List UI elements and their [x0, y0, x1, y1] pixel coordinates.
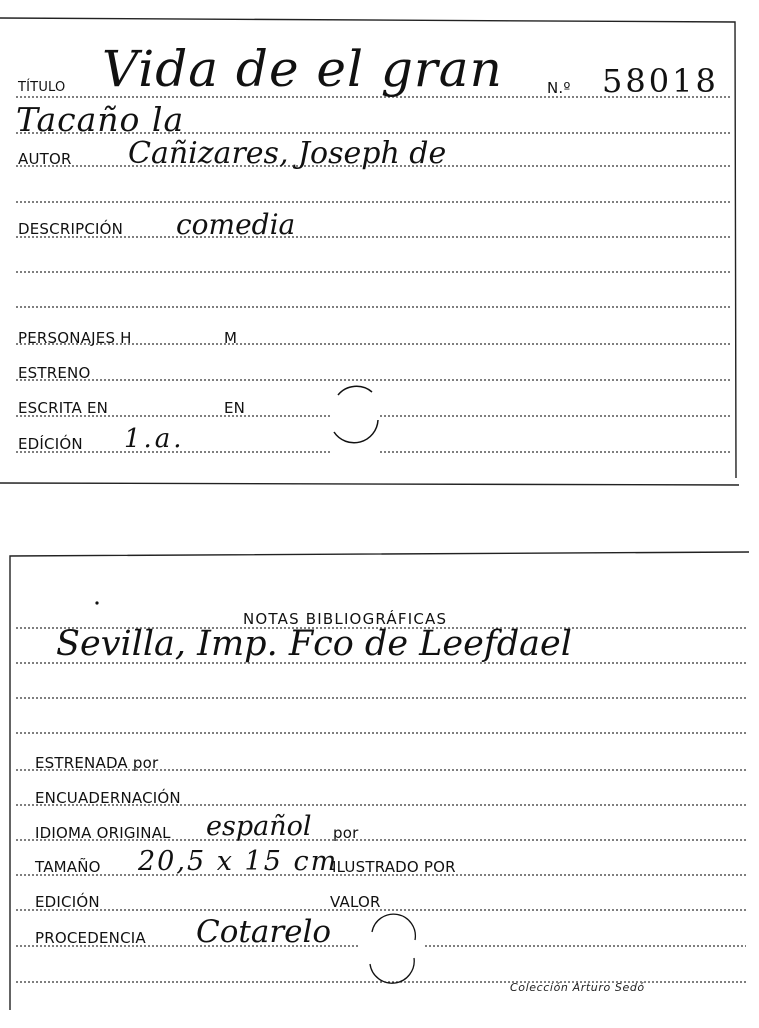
- titulo-value: Vida de el gran: [102, 40, 503, 98]
- valor-label: VALOR: [330, 893, 381, 911]
- idioma-por-label: por: [333, 824, 359, 842]
- autor-label: AUTOR: [18, 150, 72, 168]
- card-1-punch-hole: [334, 386, 378, 442]
- collection-label: Colección Arturo Sedó: [510, 981, 645, 994]
- tamano-label: TAMAÑO: [35, 858, 101, 876]
- descripcion-value: comedia: [176, 208, 296, 241]
- escrita-label: ESCRITA EN: [18, 399, 109, 417]
- edicion-label: EDÍCIÓN: [18, 435, 83, 453]
- speck-1: [95, 601, 98, 604]
- numero-label: N.º: [547, 79, 571, 97]
- tamano-value: 20,5 x 15 cm: [138, 846, 339, 877]
- personajes-m-label: M: [224, 329, 238, 347]
- card-2-punch-hole: [370, 914, 415, 983]
- encuadernacion-label: ENCUADERNACIÓN: [35, 789, 181, 807]
- autor-value: Cañizares, Joseph de: [128, 136, 447, 171]
- estrenada-label: ESTRENADA por: [35, 754, 159, 772]
- ilustrado-label: ILUSTRADO POR: [332, 858, 456, 876]
- idioma-value: español: [206, 811, 312, 842]
- personajes-label: PERSONAJES H: [18, 329, 132, 347]
- notas-heading: NOTAS BIBLIOGRÁFICAS: [243, 610, 448, 628]
- procedencia-label: PROCEDENCIA: [35, 929, 146, 947]
- titulo-label: TÍTULO: [18, 80, 66, 95]
- descripcion-label: DESCRIPCIÓN: [18, 220, 124, 238]
- procedencia-value: Cotarelo: [196, 914, 332, 950]
- estreno-label: ESTRENO: [18, 364, 91, 382]
- escrita-en-label: EN: [224, 399, 246, 417]
- edicion-2-label: EDICIÓN: [35, 893, 100, 911]
- card-1-bottom-edge: [0, 483, 739, 485]
- notas-value: Sevilla, Imp. Fco de Leefdael: [56, 624, 572, 664]
- edicion-value: 1.a.: [124, 424, 185, 454]
- titulo-value-continued: Tacaño la: [16, 100, 185, 139]
- idioma-label: IDIOMA ORIGINAL: [35, 824, 171, 842]
- numero-value: 58018: [602, 62, 719, 100]
